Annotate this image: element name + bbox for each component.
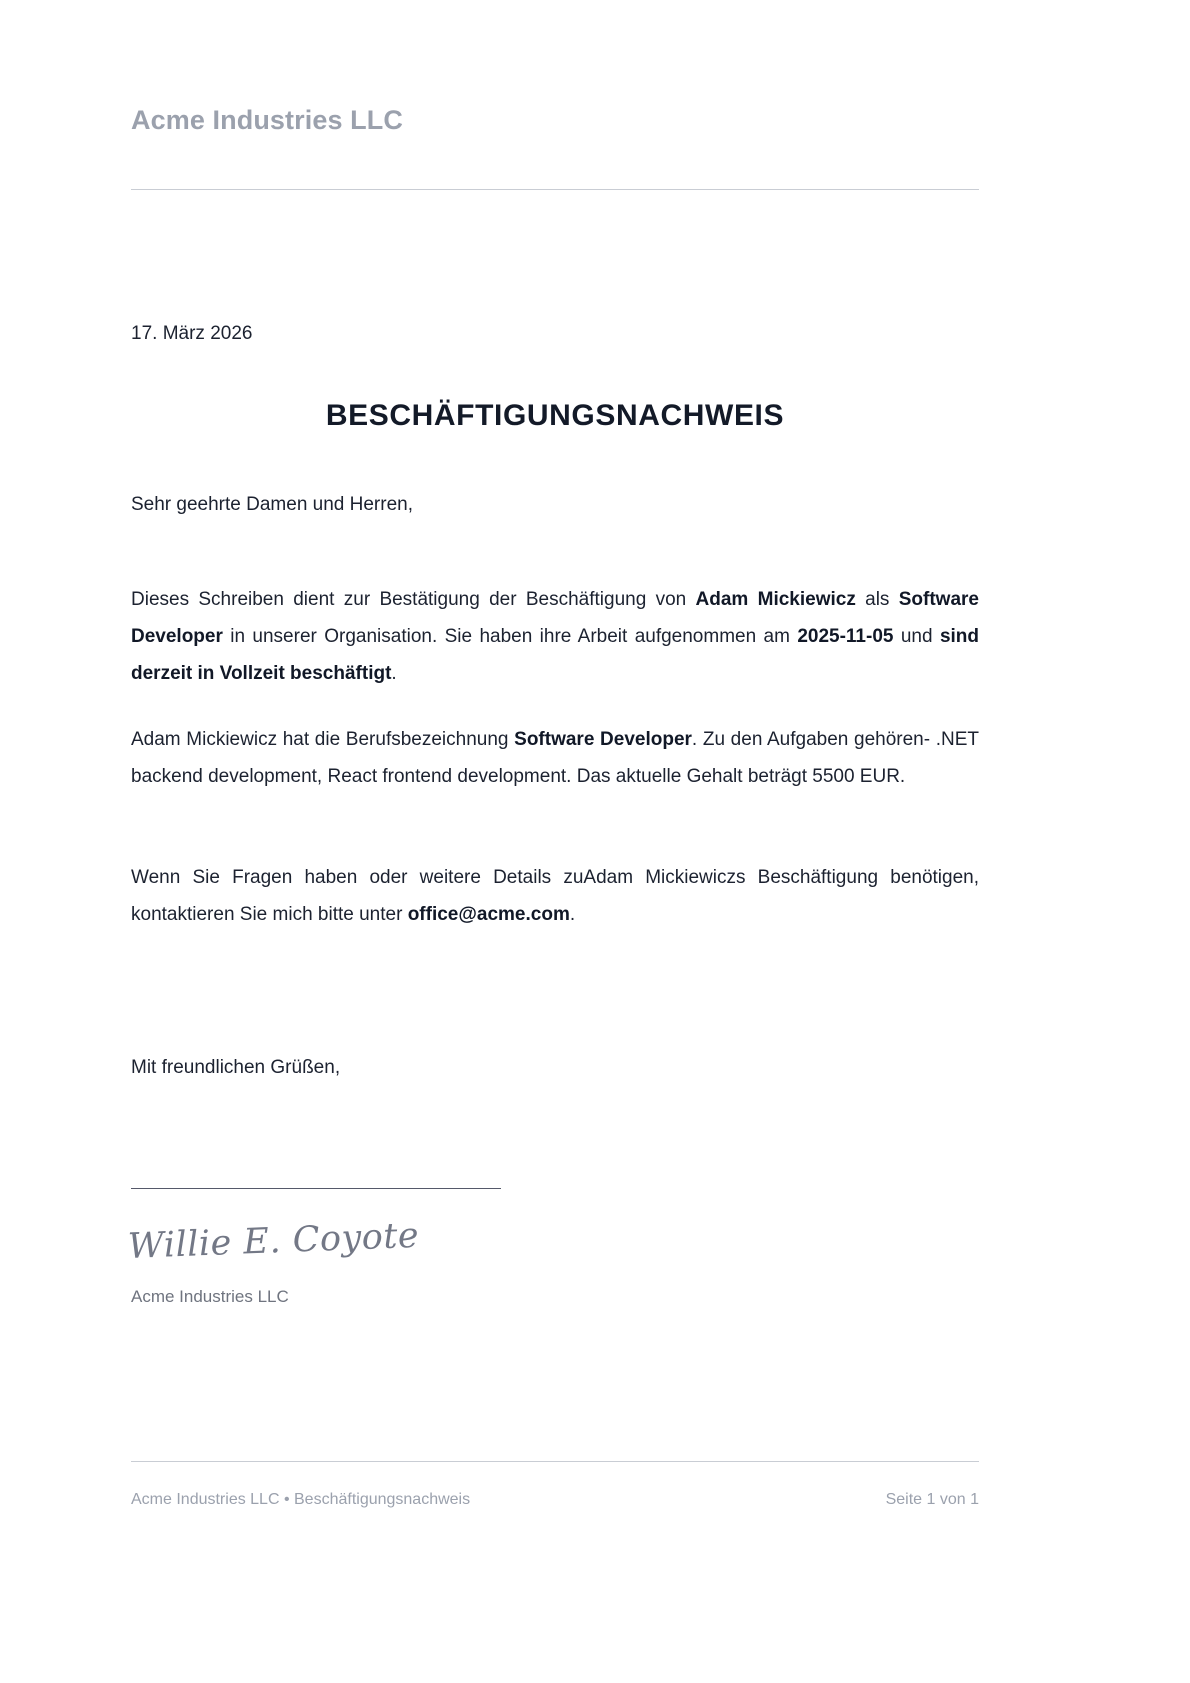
p1-segment-3: in unserer Organisation. Sie haben ihre Arbeit aufgenommen am [222,626,798,648]
footer-divider [131,1461,979,1462]
job-title-repeat: Software Developer [514,729,692,750]
document-title: BESCHÄFTIGUNGSNACHWEIS [325,399,785,432]
paragraph-contact [131,859,979,933]
p2-segment-1: Adam Mickiewicz hat die Berufsbezeichnung [131,729,515,750]
header-divider [131,189,979,190]
letterhead [131,104,979,138]
footer-page-number: Seite 1 von 1 [885,1491,979,1508]
signer-organization: Acme Industries LLC [131,1287,289,1306]
company-name: Acme Industries LLC [131,105,403,135]
letter-date: 17. März 2026 [131,323,253,344]
handwritten-signature: Willie E. Coyote [127,1215,420,1267]
paragraph-role-and-salary [131,721,979,795]
page-footer [131,1491,979,1509]
p1-segment-1: Dieses Schreiben dient zur Bestätigung der Beschäftigung von [131,589,696,610]
job-title: Software Developer [131,589,979,648]
paragraph-employment-confirmation [131,581,979,692]
salutation: Sehr geehrte Damen und Herren, [131,494,413,515]
signature-line [131,1188,501,1189]
p3-segment-2: . [569,904,576,926]
p3-segment-1: Wenn Sie Fragen haben oder weitere Details zuAdam Mickiewiczs Beschäftigung benötigen, kontaktieren Sie mich bitte unter [131,867,979,926]
contact-email: office@acme.com [407,904,570,926]
p1-segment-5: . [391,663,397,685]
employment-status: sind derzeit in Vollzeit beschäftigt [131,626,979,685]
p1-segment-2: als [855,589,899,610]
employee-name: Adam Mickiewicz [695,589,856,610]
footer-left-text: Acme Industries LLC • Beschäftigungsnachweis [131,1491,471,1508]
p1-segment-4: und [893,626,940,648]
closing-line: Mit freundlichen Grüßen, [131,1057,341,1078]
start-date: 2025-11-05 [797,626,894,648]
p2-segment-2: . Zu den Aufgaben gehören- .NET backend development, React frontend development. Das aktuelle Gehalt beträgt 5500 EUR. [131,729,979,788]
